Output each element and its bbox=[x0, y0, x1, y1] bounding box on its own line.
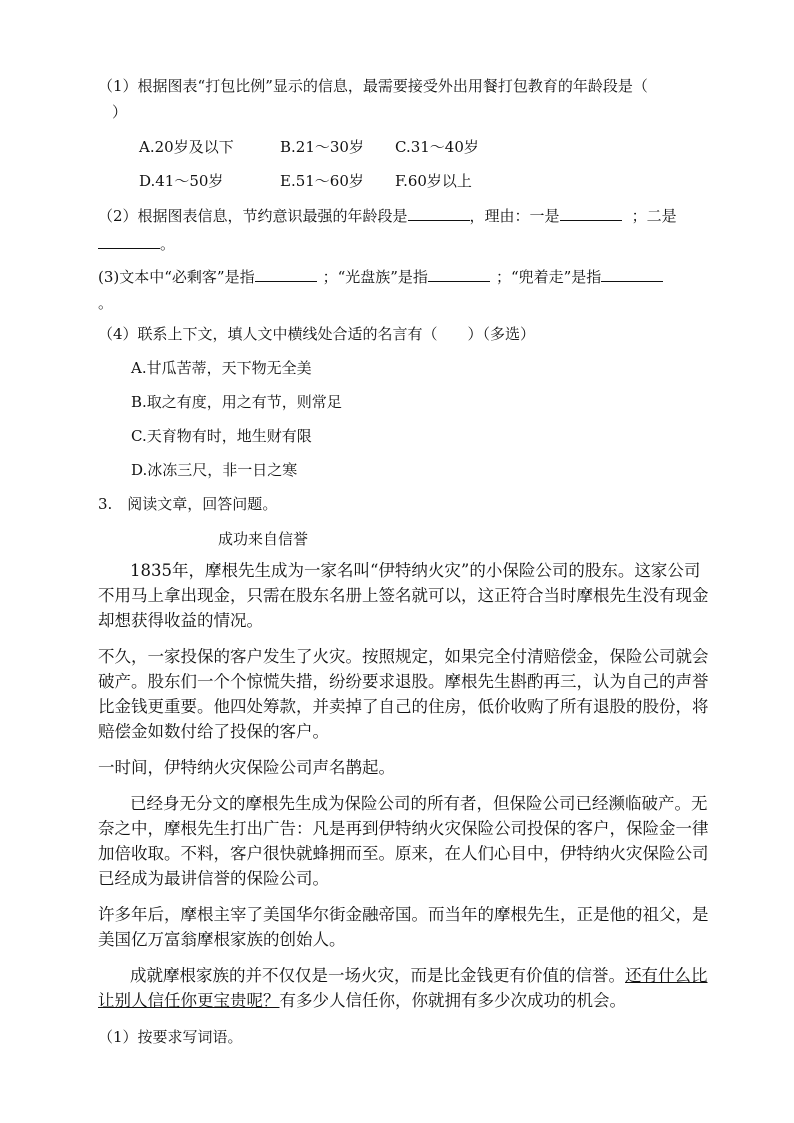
q3-blank-1[interactable] bbox=[255, 266, 317, 282]
q1-option-d: D.41～50岁 bbox=[139, 172, 224, 190]
q4-option-a: A.甘瓜苦蒂，天下物无全美 bbox=[131, 359, 312, 377]
sub-question-1: （1）按要求写词语。 bbox=[98, 1028, 243, 1046]
para4-line3: 加倍收取。不料，客户很快就蜂拥而至。原来，在人们心目中，伊特纳火灾保险公司 bbox=[98, 844, 709, 863]
para2-line4: 赔偿金如数付给了投保的客户。 bbox=[98, 722, 329, 741]
article-title: 成功来自信誉 bbox=[218, 530, 309, 548]
q1-option-f: F.60岁以上 bbox=[395, 172, 472, 190]
para4-line1: 已经身无分文的摩根先生成为保险公司的所有者，但保险公司已经濒临破产。无 bbox=[130, 794, 708, 813]
q4-stem: （4）联系上下文，填人文中横线处合适的名言有（ ）（多选） bbox=[98, 325, 536, 343]
q2-text-1: （2）根据图表信息，节约意识最强的年龄段是 bbox=[98, 207, 408, 225]
q2-blank-2[interactable] bbox=[560, 205, 622, 221]
q4-option-b: B.取之有度，用之有节，则常足 bbox=[131, 393, 342, 411]
para1-line1: 1835年，摩根先生成为一家名叫“伊特纳火灾”的小保险公司的股东。这家公司 bbox=[130, 561, 701, 580]
q3-text-4: 。 bbox=[98, 294, 114, 312]
q1-option-a: A.20岁及以下 bbox=[139, 138, 234, 156]
para3: 一时间，伊特纳火灾保险公司声名鹊起。 bbox=[98, 758, 395, 777]
q1-stem-line1: （1）根据图表“打包比例”显示的信息，最需要接受外出用餐打包教育的年龄段是（ bbox=[98, 77, 648, 95]
q2-blank-3[interactable] bbox=[98, 233, 160, 249]
q1-option-e: E.51～60岁 bbox=[280, 172, 364, 190]
para2-line3: 比金钱更重要。他四处筹款，并卖掉了自己的住房，低价收购了所有退股的股份，将 bbox=[98, 697, 709, 716]
q2-blank-1[interactable] bbox=[408, 205, 470, 221]
para2-line2: 破产。股东们一个个惊慌失措，纷纷要求退股。摩根先生斟酌再三，认为自己的声誉 bbox=[98, 672, 709, 691]
q2-text-2: ，理由：一是 bbox=[469, 207, 560, 225]
para1-line2: 不用马上拿出现金，只需在股东名册上签名就可以，这正符合当时摩根先生没有现金 bbox=[98, 586, 709, 605]
para6-line1 bbox=[130, 966, 708, 986]
para4-line2: 奈之中，摩根先生打出广告：凡是再到伊特纳火灾保险公司投保的客户，保险金一律 bbox=[98, 819, 709, 838]
q2-line2 bbox=[98, 233, 175, 254]
para6-text-b: 有多少人信任你，你就拥有多少次成功的机会。 bbox=[279, 991, 626, 1010]
para5-line2: 美国亿万富翁摩根家族的创始人。 bbox=[98, 930, 346, 949]
para5-line1: 许多年后，摩根主宰了美国华尔街金融帝国。而当年的摩根先生，正是他的祖父，是 bbox=[98, 905, 709, 924]
q3-stem bbox=[98, 266, 663, 287]
q3-blank-2[interactable] bbox=[428, 266, 490, 282]
q3-text-2: ；“光盘族”是指 bbox=[322, 268, 428, 286]
q3-blank-3[interactable] bbox=[601, 266, 663, 282]
para1-line3: 却想获得收益的情况。 bbox=[98, 611, 263, 630]
q1-option-c: C.31～40岁 bbox=[395, 138, 479, 156]
q2-stem bbox=[98, 205, 677, 226]
para6-underlined-1: 还有什么比 bbox=[625, 966, 708, 985]
para6-line2 bbox=[98, 991, 626, 1011]
para6-underlined-2: 让别人信任你更宝贵呢？ bbox=[98, 991, 280, 1010]
para2-line1: 不久，一家投保的客户发生了火灾。按照规定，如果完全付清赔偿金，保险公司就会 bbox=[98, 647, 709, 666]
q4-option-d: D.冰冻三尺，非一日之寒 bbox=[131, 461, 298, 479]
para6-text-a: 成就摩根家族的并不仅仅是一场火灾，而是比金钱更有价值的信誉。 bbox=[130, 966, 625, 985]
q4-option-c: C.天育物有时，地生财有限 bbox=[131, 427, 312, 445]
para4-line4: 已经成为最讲信誉的保险公司。 bbox=[98, 869, 329, 888]
q2-text-3: ；二是 bbox=[631, 207, 677, 225]
q1-stem-line2: ） bbox=[112, 103, 128, 121]
section3-heading: 3. 阅读文章，回答问题。 bbox=[98, 495, 278, 513]
q3-text-1: (3)文本中“必剩客”是指 bbox=[98, 268, 255, 286]
q1-option-b: B.21～30岁 bbox=[280, 138, 364, 156]
q2-text-4: 。 bbox=[160, 235, 176, 253]
q3-text-3: ；“兜着走”是指 bbox=[495, 268, 602, 286]
